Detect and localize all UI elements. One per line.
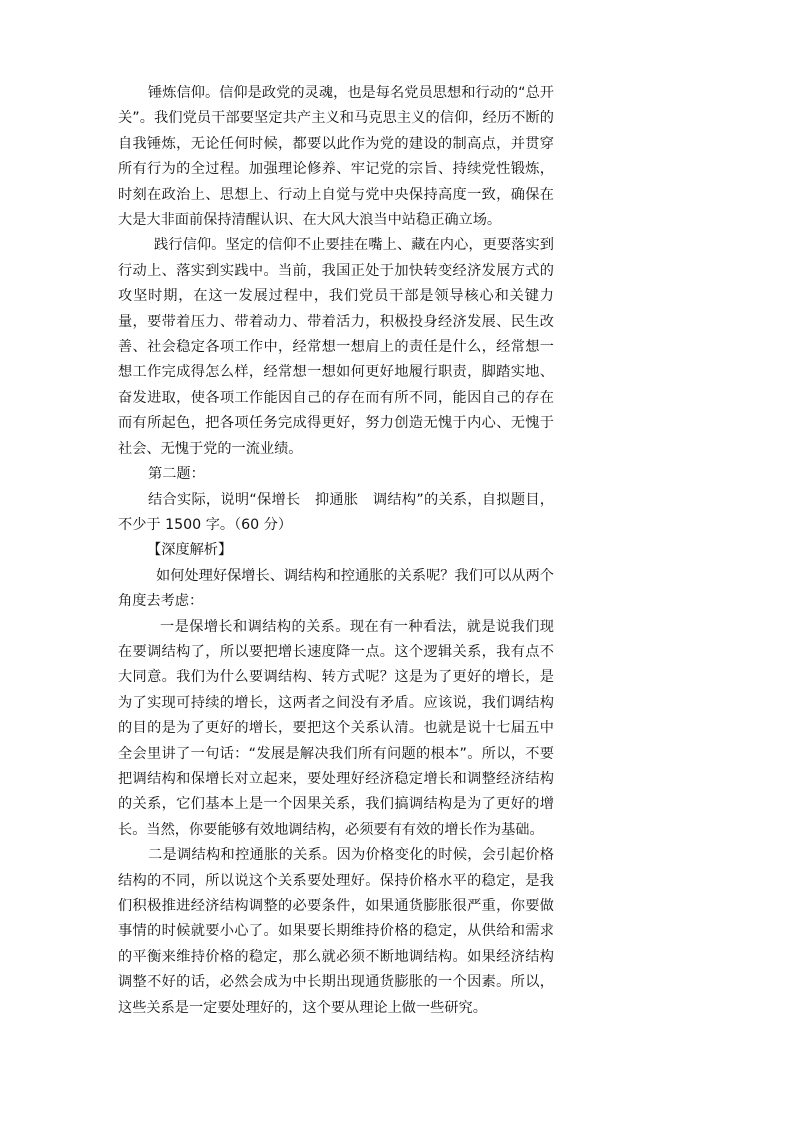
question-two-heading: 第二题： [148,466,205,483]
question-two-prompt: 结合实际，说明“保增长 抑通胀 调结构”的关系，自拟题目，不少于 1500 字。（60 分） [118,491,554,533]
analysis-intro: 如何处理好保增长、调结构和控通胀的关系呢？我们可以从两个角度去考虑： [118,567,554,610]
document-page [118,81,554,1021]
analysis-heading: 【深度解析】 [147,542,233,559]
paragraph-forge-faith: 锤炼信仰。信仰是政党的灵魂，也是每名党员思想和行动的“总开关”。我们党员干部要坚定共产主义和马克思主义的信仰，经历不断的自我锤炼，无论任何时候，都要以此作为党的建设的制高点，并贯穿所有行为的全过程。加强理论修养、牢记党的宗旨、持续党性锻炼，时刻在政治上、思想上、行动上自觉与党中央保持高度一致，确保在大是大非面前保持清醒认识、在大风大浪当中站稳正确立场。 [118,85,554,229]
analysis-point-two: 二是调结构和控通胀的关系。因为价格变化的时候，会引起价格结构的不同，所以说这个关系要处理好。保持价格水平的稳定，是我们积极推进经济结构调整的必要条件，如果通货膨胀很严重，你要做事情的时候就要小心了。如果要长期维持价格的稳定，从供给和需求的平衡来维持价格的稳定，那么就必须不断地调结构。如果经济结构调整不好的话，必然会成为中长期出现通货膨胀的一个因素。所以，这些关系是一定要处理好的，这个要从理论上做一些研究。 [118,847,554,1016]
paragraph-practice-faith: 践行信仰。坚定的信仰不止要挂在嘴上、藏在内心，更要落实到行动上、落实到实践中。当前，我国正处于加快转变经济发展方式的攻坚时期，在这一发展过程中，我们党员干部是领导核心和关键力量，要带着压力、带着动力、带着活力，积极投身经济发展、民生改善、社会稳定各项工作中，经常想一想肩上的责任是什么，经常想一想工作完成得怎么样，经常想一想如何更好地履行职责，脚踏实地、奋发进取，使各项工作能因自己的存在而有所不同，能因自己的存在而有所起色，把各项任务完成得更好，努力创造无愧于内心、无愧于社会、无愧于党的一流业绩。 [118,237,554,457]
analysis-point-one: 一是保增长和调结构的关系。现在有一种看法，就是说我们现在要调结构了，所以要把增长速度降一点。这个逻辑关系，我有点不大同意。我们为什么要调结构、转方式呢？这是为了更好的增长，是为了实现可持续的增长，这两者之间没有矛盾。应该说，我们调结构的目的是为了更好的增长，要把这个关系认清。也就是说十七届五中全会里讲了一句话：“发展是解决我们所有问题的根本”。所以，不要把调结构和保增长对立起来，要处理好经济稳定增长和调整经济结构的关系，它们基本上是一个因果关系，我们搞调结构是为了更好的增长。当然，你要能够有效地调结构，必须要有有效的增长作为基础。 [118,618,554,838]
